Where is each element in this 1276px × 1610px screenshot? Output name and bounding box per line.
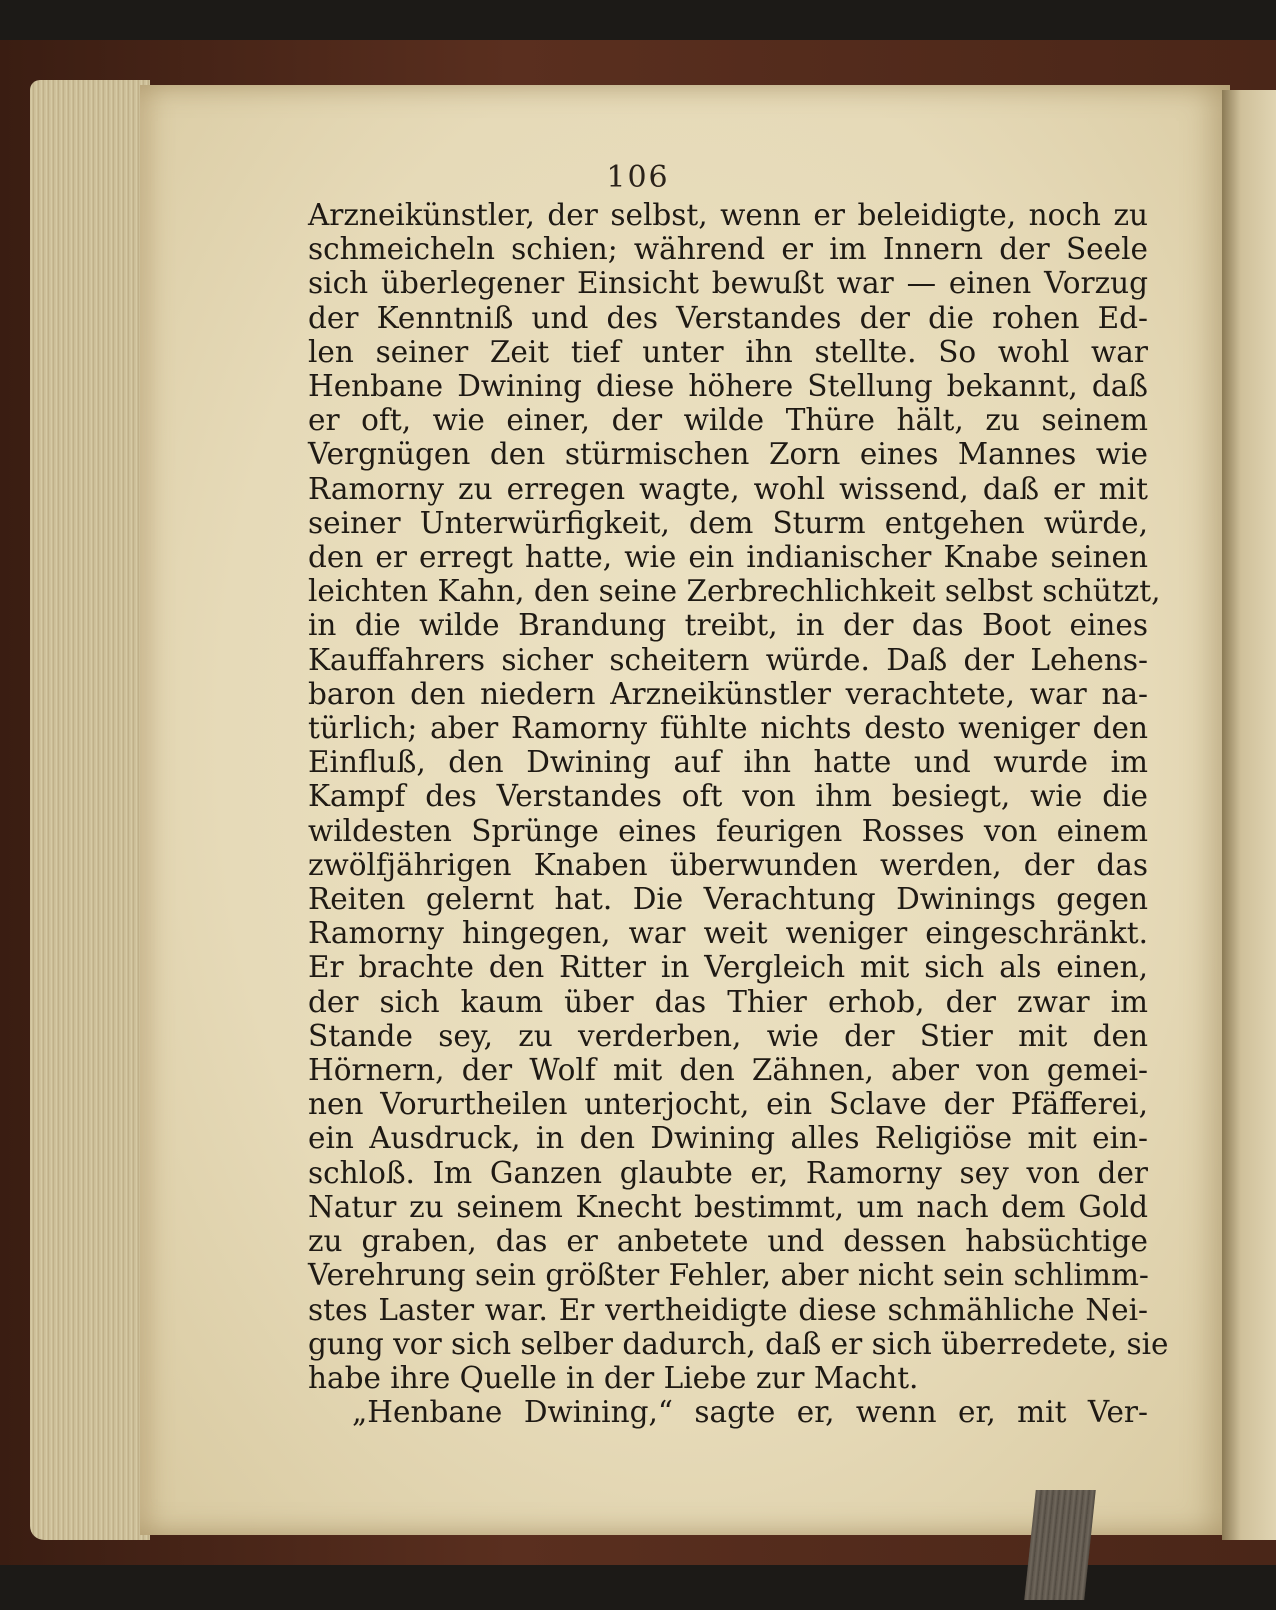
text-line: Henbane Dwining diese höhere Stellung bekannt, daß xyxy=(308,369,1148,404)
text-line: stes Laster war. Er vertheidigte diese schmähliche Nei- xyxy=(308,1292,1148,1327)
text-line: der sich kaum über das Thier erhob, der zwar im xyxy=(308,984,1148,1019)
text-line: Kampf des Verstandes oft von ihm besiegt, wie die xyxy=(308,779,1148,814)
text-line: türlich; aber Ramorny fühlte nichts desto weniger den xyxy=(308,711,1148,746)
text-line: schloß. Im Ganzen glaubte er, Ramorny sey von der xyxy=(308,1155,1148,1190)
text-line: Verehrung sein größter Fehler, aber nicht sein schlimm- xyxy=(308,1258,1149,1293)
text-line: Reiten gelernt hat. Die Verachtung Dwinings gegen xyxy=(308,882,1148,917)
text-line: Vergnügen den stürmischen Zorn eines Mannes wie xyxy=(308,437,1148,472)
text-line: leichten Kahn, den seine Zerbrechlichkeit selbst schützt, xyxy=(308,574,1161,609)
text-line: Er brachte den Ritter in Vergleich mit sich als einen, xyxy=(308,950,1148,985)
body-text xyxy=(308,198,1169,1430)
text-line: „Henbane Dwining,“ sagte er, wenn er, mit Ver- xyxy=(352,1395,1148,1430)
text-line: sich überlegener Einsicht bewußt war — einen Vorzug xyxy=(308,266,1148,301)
text-line: in die wilde Brandung treibt, in der das Boot eines xyxy=(308,608,1148,643)
text-line: Arzneikünstler, der selbst, wenn er beleidigte, noch zu xyxy=(308,198,1148,232)
facing-page-edge xyxy=(1222,90,1276,1540)
text-line: gung vor sich selber dadurch, daß er sich überredete, sie xyxy=(308,1326,1169,1361)
text-line: habe ihre Quelle in der Liebe zur Macht. xyxy=(308,1360,919,1395)
text-line: den er erregt hatte, wie ein indianischer Knabe seinen xyxy=(308,540,1148,575)
text-line: Hörnern, der Wolf mit den Zähnen, aber von gemei- xyxy=(308,1053,1148,1088)
text-line: baron den niedern Arzneikünstler verachtete, war na- xyxy=(308,676,1148,711)
text-line: len seiner Zeit tief unter ihn stellte. So wohl war xyxy=(308,334,1148,369)
text-line: zwölfjährigen Knaben überwunden werden, der das xyxy=(308,847,1148,882)
text-line: er oft, wie einer, der wilde Thüre hält, zu seinem xyxy=(308,403,1148,438)
text-line: wildesten Sprünge eines feurigen Rosses von einem xyxy=(308,813,1148,848)
text-line: Stande sey, zu verderben, wie der Stier mit den xyxy=(308,1018,1148,1053)
text-line: zu graben, das er anbetete und dessen habsüchtige xyxy=(308,1224,1148,1259)
text-line: seiner Unterwürfigkeit, dem Sturm entgehen würde, xyxy=(308,505,1148,540)
text-line: Einfluß, den Dwining auf ihn hatte und wurde im xyxy=(308,745,1148,780)
text-line: schmeicheln schien; während er im Innern der Seele xyxy=(308,232,1148,267)
text-line: nen Vorurtheilen unterjocht, ein Sclave der Pfäfferei, xyxy=(308,1087,1148,1122)
text-line: Ramorny zu erregen wagte, wohl wissend, daß er mit xyxy=(308,471,1148,506)
bookmark-ribbon xyxy=(1024,1490,1096,1600)
text-line: Natur zu seinem Knecht bestimmt, um nach dem Gold xyxy=(308,1189,1148,1224)
page-edges xyxy=(30,80,150,1540)
text-line: Kauffahrers sicher scheitern würde. Daß der Lehens- xyxy=(308,642,1148,677)
page-number: 106 xyxy=(606,160,670,195)
text-line: Ramorny hingegen, war weit weniger eingeschränkt. xyxy=(308,916,1148,951)
text-line: der Kenntniß und des Verstandes der die rohen Ed- xyxy=(308,300,1148,335)
text-line: ein Ausdruck, in den Dwining alles Religiöse mit ein- xyxy=(308,1121,1148,1156)
